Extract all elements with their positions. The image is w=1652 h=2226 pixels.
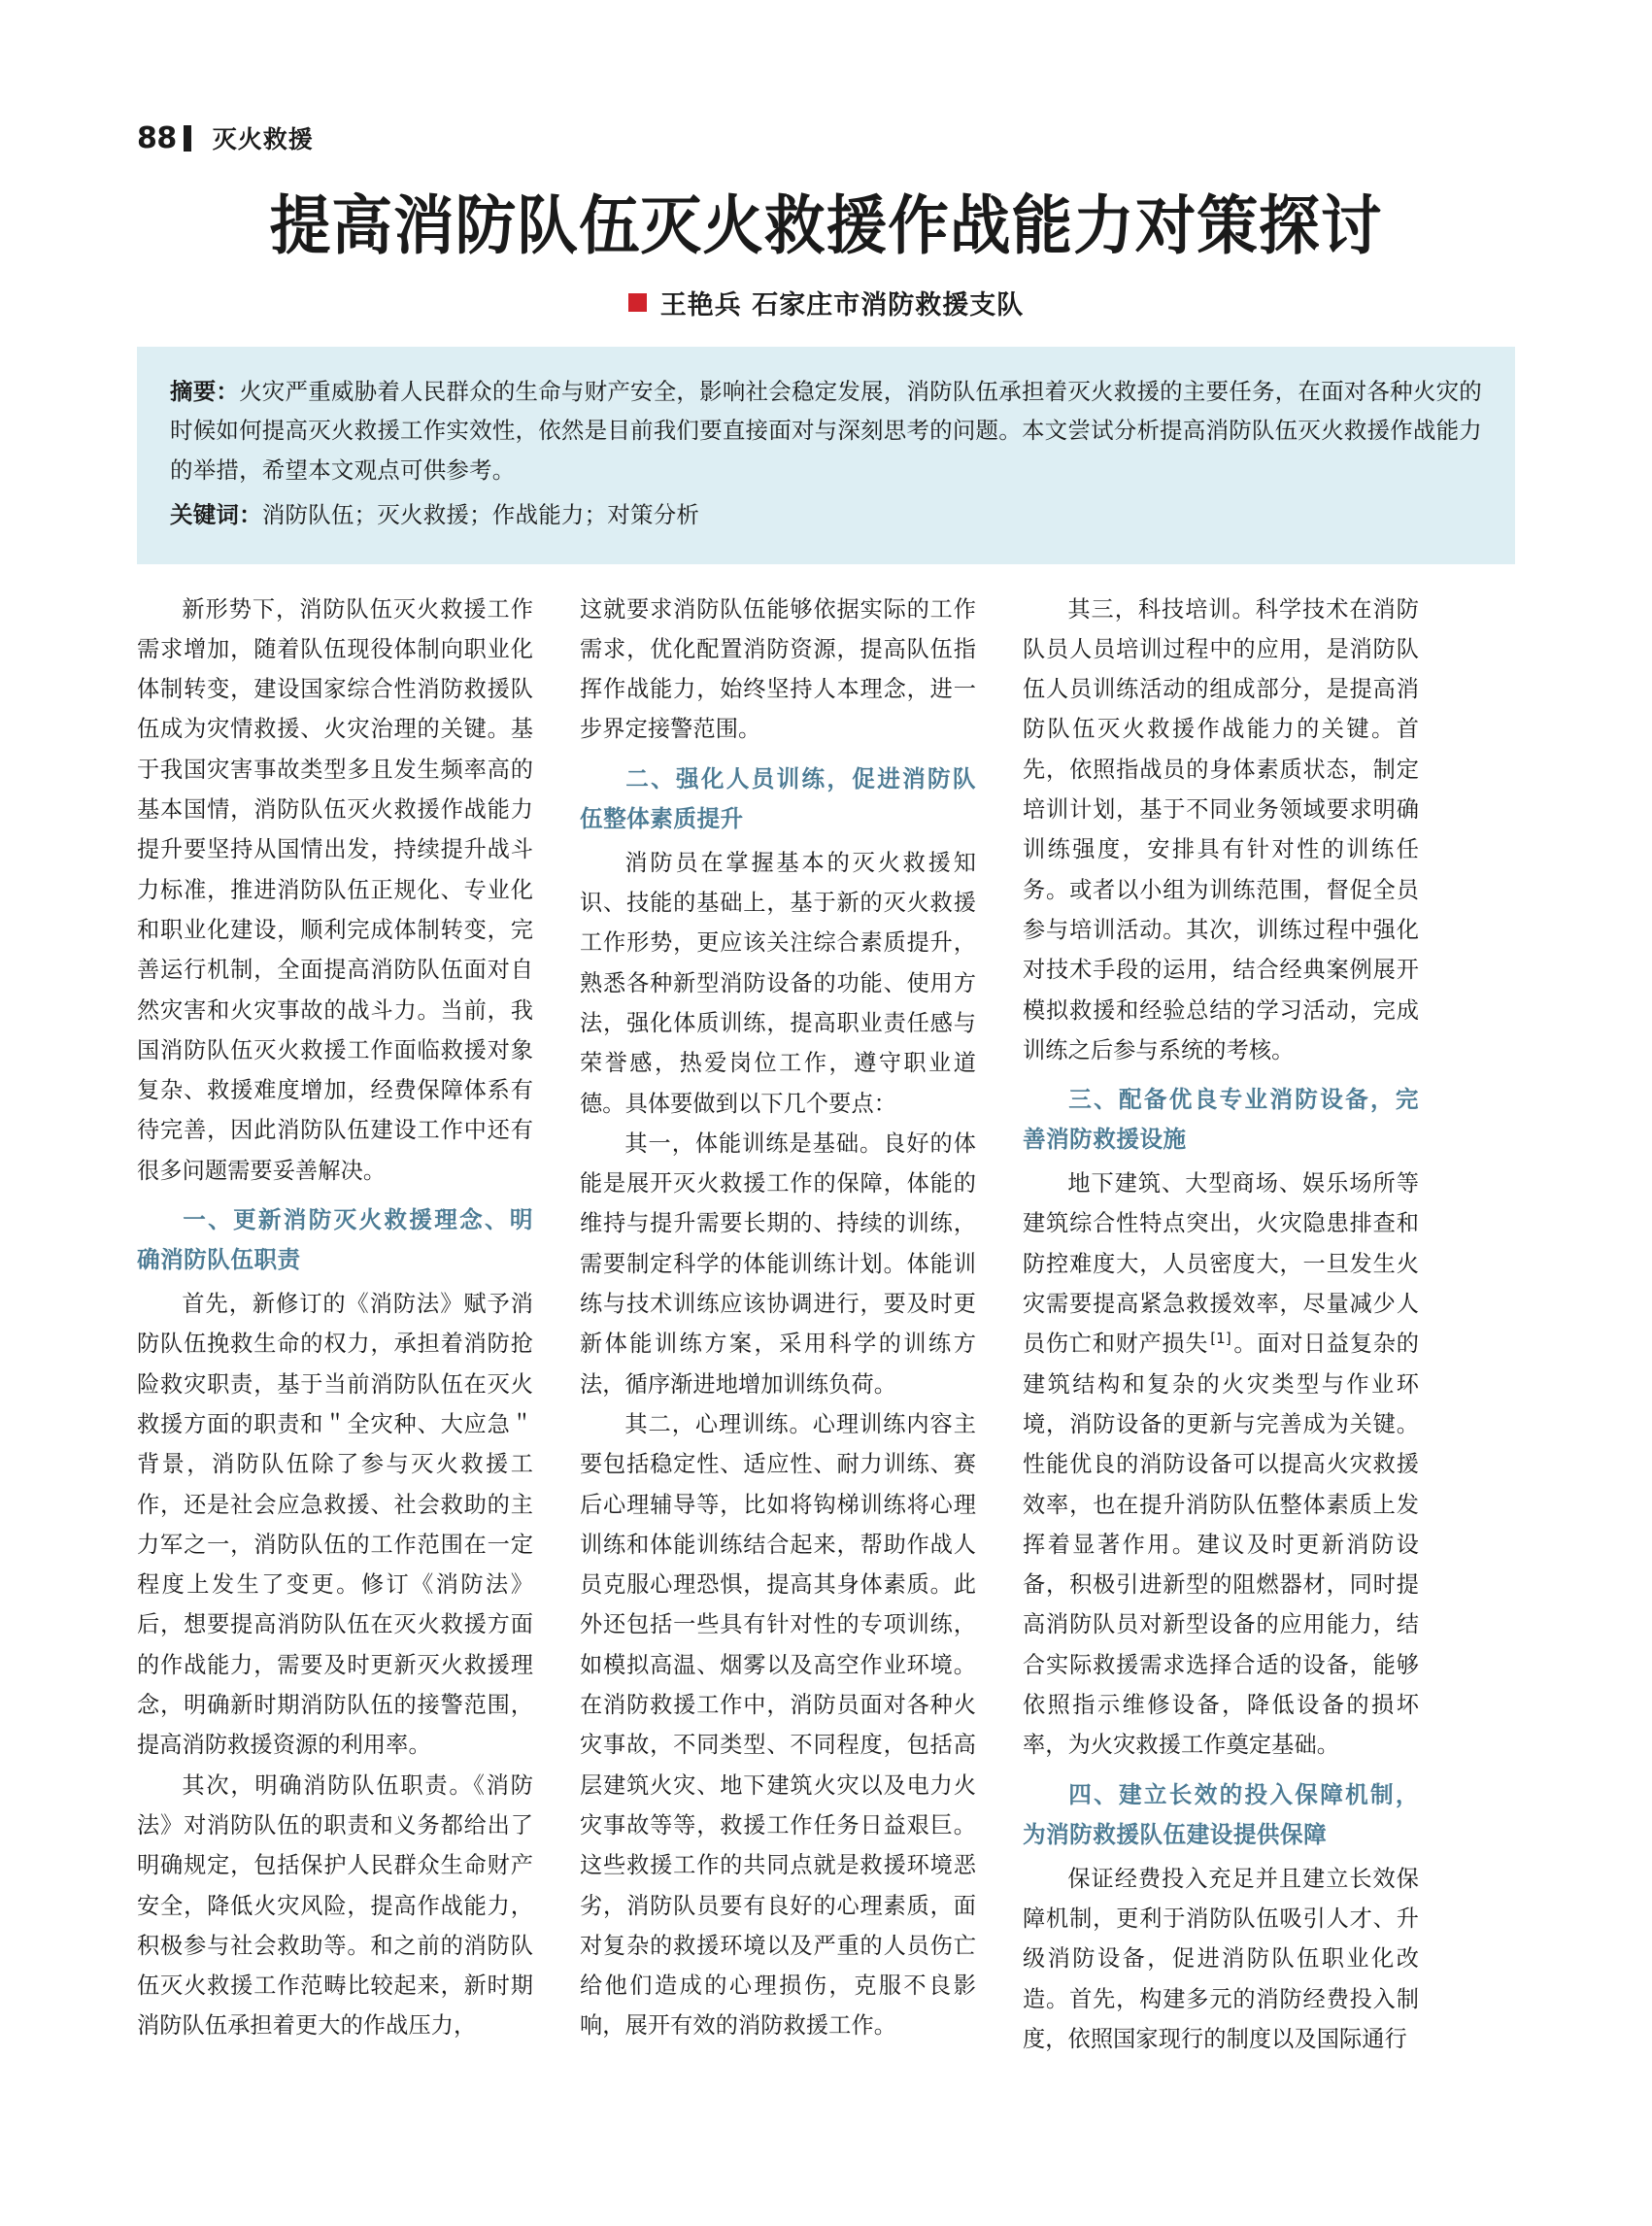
body-paragraph	[1023, 1164, 1419, 1765]
column-1	[137, 590, 533, 2040]
red-square-bullet-icon	[628, 293, 647, 312]
page-number: 88	[137, 120, 177, 155]
body-paragraph: 其次，明确消防队伍职责。《消防法》对消防队伍的职责和义务都给出了明确规定，包括保护人民群众生命财产安全，降低火灾风险，提高作战能力，积极参与社会救助等。和之前的消防队伍灭火救援工作范畴比较起来，新时期消防队伍承担着更大的作战压力，	[137, 1771, 533, 2040]
body-paragraph: 这就要求消防队伍能够依据实际的工作需求，优化配置消防资源，提高队伍指挥作战能力，始终坚持人本理念，进一步界定接警范围。	[580, 595, 976, 743]
abstract-box	[137, 347, 1515, 564]
body-paragraph: 首先，新修订的《消防法》赋予消防队伍挽救生命的权力，承担着消防抢险救灾职责，基于当前消防队伍在灭火救援方面的职责和＂全灾种、大应急＂背景，消防队伍除了参与灭火救援工作，还是社会应急救援、社会救助的主力军之一，消防队伍的工作范围在一定程度上发生了变更。修订《消防法》后，想要提高消防队伍在灭火救援方面的作战能力，需要及时更新灭火救援理念，明确新时期消防队伍的接警范围，提高消防救援资源的利用率。	[137, 1291, 533, 1759]
abstract-paragraph	[170, 372, 1482, 489]
reference-marker: [1]	[1210, 1329, 1231, 1347]
section-name: 灭火救援	[212, 125, 314, 153]
column-2	[580, 590, 976, 2040]
body-paragraph: 保证经费投入充足并且建立长效保障机制，更利于消防队伍吸引人才、升级消防设备，促进消防队伍职业化改造。首先，构建多元的消防经费投入制度，依照国家现行的制度以及国际通行	[1023, 1865, 1419, 2052]
article-title: 提高消防队伍灭火救援作战能力对策探讨	[269, 188, 1383, 263]
keywords-label: 关键词：	[170, 501, 262, 529]
byline	[137, 284, 1515, 321]
section-heading: 一、更新消防灭火救援理念、明确消防队伍职责	[137, 1205, 533, 1274]
section-heading: 二、强化人员训练，促进消防队伍整体素质提升	[580, 764, 976, 832]
folio-rule-icon	[184, 125, 191, 152]
running-head	[137, 118, 1515, 157]
keywords-text: 消防队伍；灭火救援；作战能力；对策分析	[261, 501, 700, 529]
paragraph-text: 。面对日益复杂的建筑结构和复杂的火灾类型与作业环境，消防设备的更新与完善成为关键。性能优良的消防设备可以提高火灾救援效率，也在提升消防队伍整体素质上发挥着显著作用。建议及时更新消防设备，积极引进新型的阻燃器材，同时提高消防队员对新型设备的应用能力，结合实际救援需求选择合适的设备，能够依照指示维修设备，降低设备的损坏率，为火灾救援工作奠定基础。	[1023, 1331, 1419, 1759]
abstract-label: 摘要：	[170, 377, 240, 405]
abstract-text: 火灾严重威胁着人民群众的生命与财产安全，影响社会稳定发展，消防队伍承担着灭火救援的主要任务，在面对各种火灾的时候如何提高灭火救援工作实效性，依然是目前我们要直接面对与深刻思考的问题。本文尝试分析提高消防队伍灭火救援作战能力的举措，希望本文观点可供参考。	[170, 377, 1482, 484]
body-paragraph: 其三，科技培训。科学技术在消防队员人员培训过程中的应用，是消防队伍人员训练活动的组成部分，是提高消防队伍灭火救援作战能力的关键。首先，依照指战员的身体素质状态，制定培训计划，基于不同业务领域要求明确训练强度，安排具有针对性的训练任务。或者以小组为训练范围，督促全员参与培训活动。其次，训练过程中强化对技术手段的运用，结合经典案例展开模拟救援和经验总结的学习活动，完成训练之后参与系统的考核。	[1023, 595, 1419, 1063]
body-paragraph: 消防员在掌握基本的灭火救援知识、技能的基础上，基于新的灭火救援工作形势，更应该关注综合素质提升，熟悉各种新型消防设备的功能、使用方法，强化体质训练，提高职业责任感与荣誉感，热爱岗位工作，遵守职业道德。具体要做到以下几个要点：	[580, 849, 976, 1117]
byline-text: 王艳兵 石家庄市消防救援支队	[659, 289, 1025, 320]
section-heading: 四、建立长效的投入保障机制，为消防救援队伍建设提供保障	[1023, 1780, 1419, 1848]
body-paragraph: 其一，体能训练是基础。良好的体能是展开灭火救援工作的保障，体能的维持与提升需要长期的、持续的训练，需要制定科学的体能训练计划。体能训练与技术训练应该协调进行，要及时更新体能训练方案，采用科学的训练方法，循序渐进地增加训练负荷。	[580, 1130, 976, 1398]
keywords-paragraph	[170, 495, 1482, 534]
body-columns	[137, 590, 1515, 2052]
column-3	[1023, 590, 1419, 2052]
section-heading: 三、配备优良专业消防设备，完善消防救援设施	[1023, 1086, 1419, 1154]
body-paragraph: 新形势下，消防队伍灭火救援工作需求增加，随着队伍现役体制向职业化体制转变，建设国家综合性消防救援队伍成为灾情救援、火灾治理的关键。基于我国灾害事故类型多且发生频率高的基本国情，消防队伍灭火救援作战能力提升要坚持从国情出发，持续提升战斗力标准，推进消防队伍正规化、专业化和职业化建设，顺利完成体制转变，完善运行机制，全面提高消防队伍面对自然灾害和火灾事故的战斗力。当前，我国消防队伍灭火救援工作面临救援对象复杂、救援难度增加，经费保障体系有待完善，因此消防队伍建设工作中还有很多问题需要妥善解决。	[137, 595, 533, 1184]
paragraph-text: 地下建筑、大型商场、娱乐场所等建筑综合性特点突出，火灾隐患排查和防控难度大，人员密度大，一旦发生火灾需要提高紧急救援效率，尽量减少人员伤亡和财产损失	[1023, 1170, 1419, 1358]
body-paragraph: 其二，心理训练。心理训练内容主要包括稳定性、适应性、耐力训练、赛后心理辅导等，比如将钩梯训练将心理训练和体能训练结合起来，帮助作战人员克服心理恐惧，提高其身体素质。此外还包括一些具有针对性的专项训练，如模拟高温、烟雾以及高空作业环境。在消防救援工作中，消防员面对各种火灾事故，不同类型、不同程度，包括高层建筑火灾、地下建筑火灾以及电力火灾事故等等，救援工作任务日益艰巨。这些救援工作的共同点就是救援环境恶劣，消防队员要有良好的心理素质，面对复杂的救援环境以及严重的人员伤亡给他们造成的心理损伤，克服不良影响，展开有效的消防救援工作。	[580, 1410, 976, 2040]
